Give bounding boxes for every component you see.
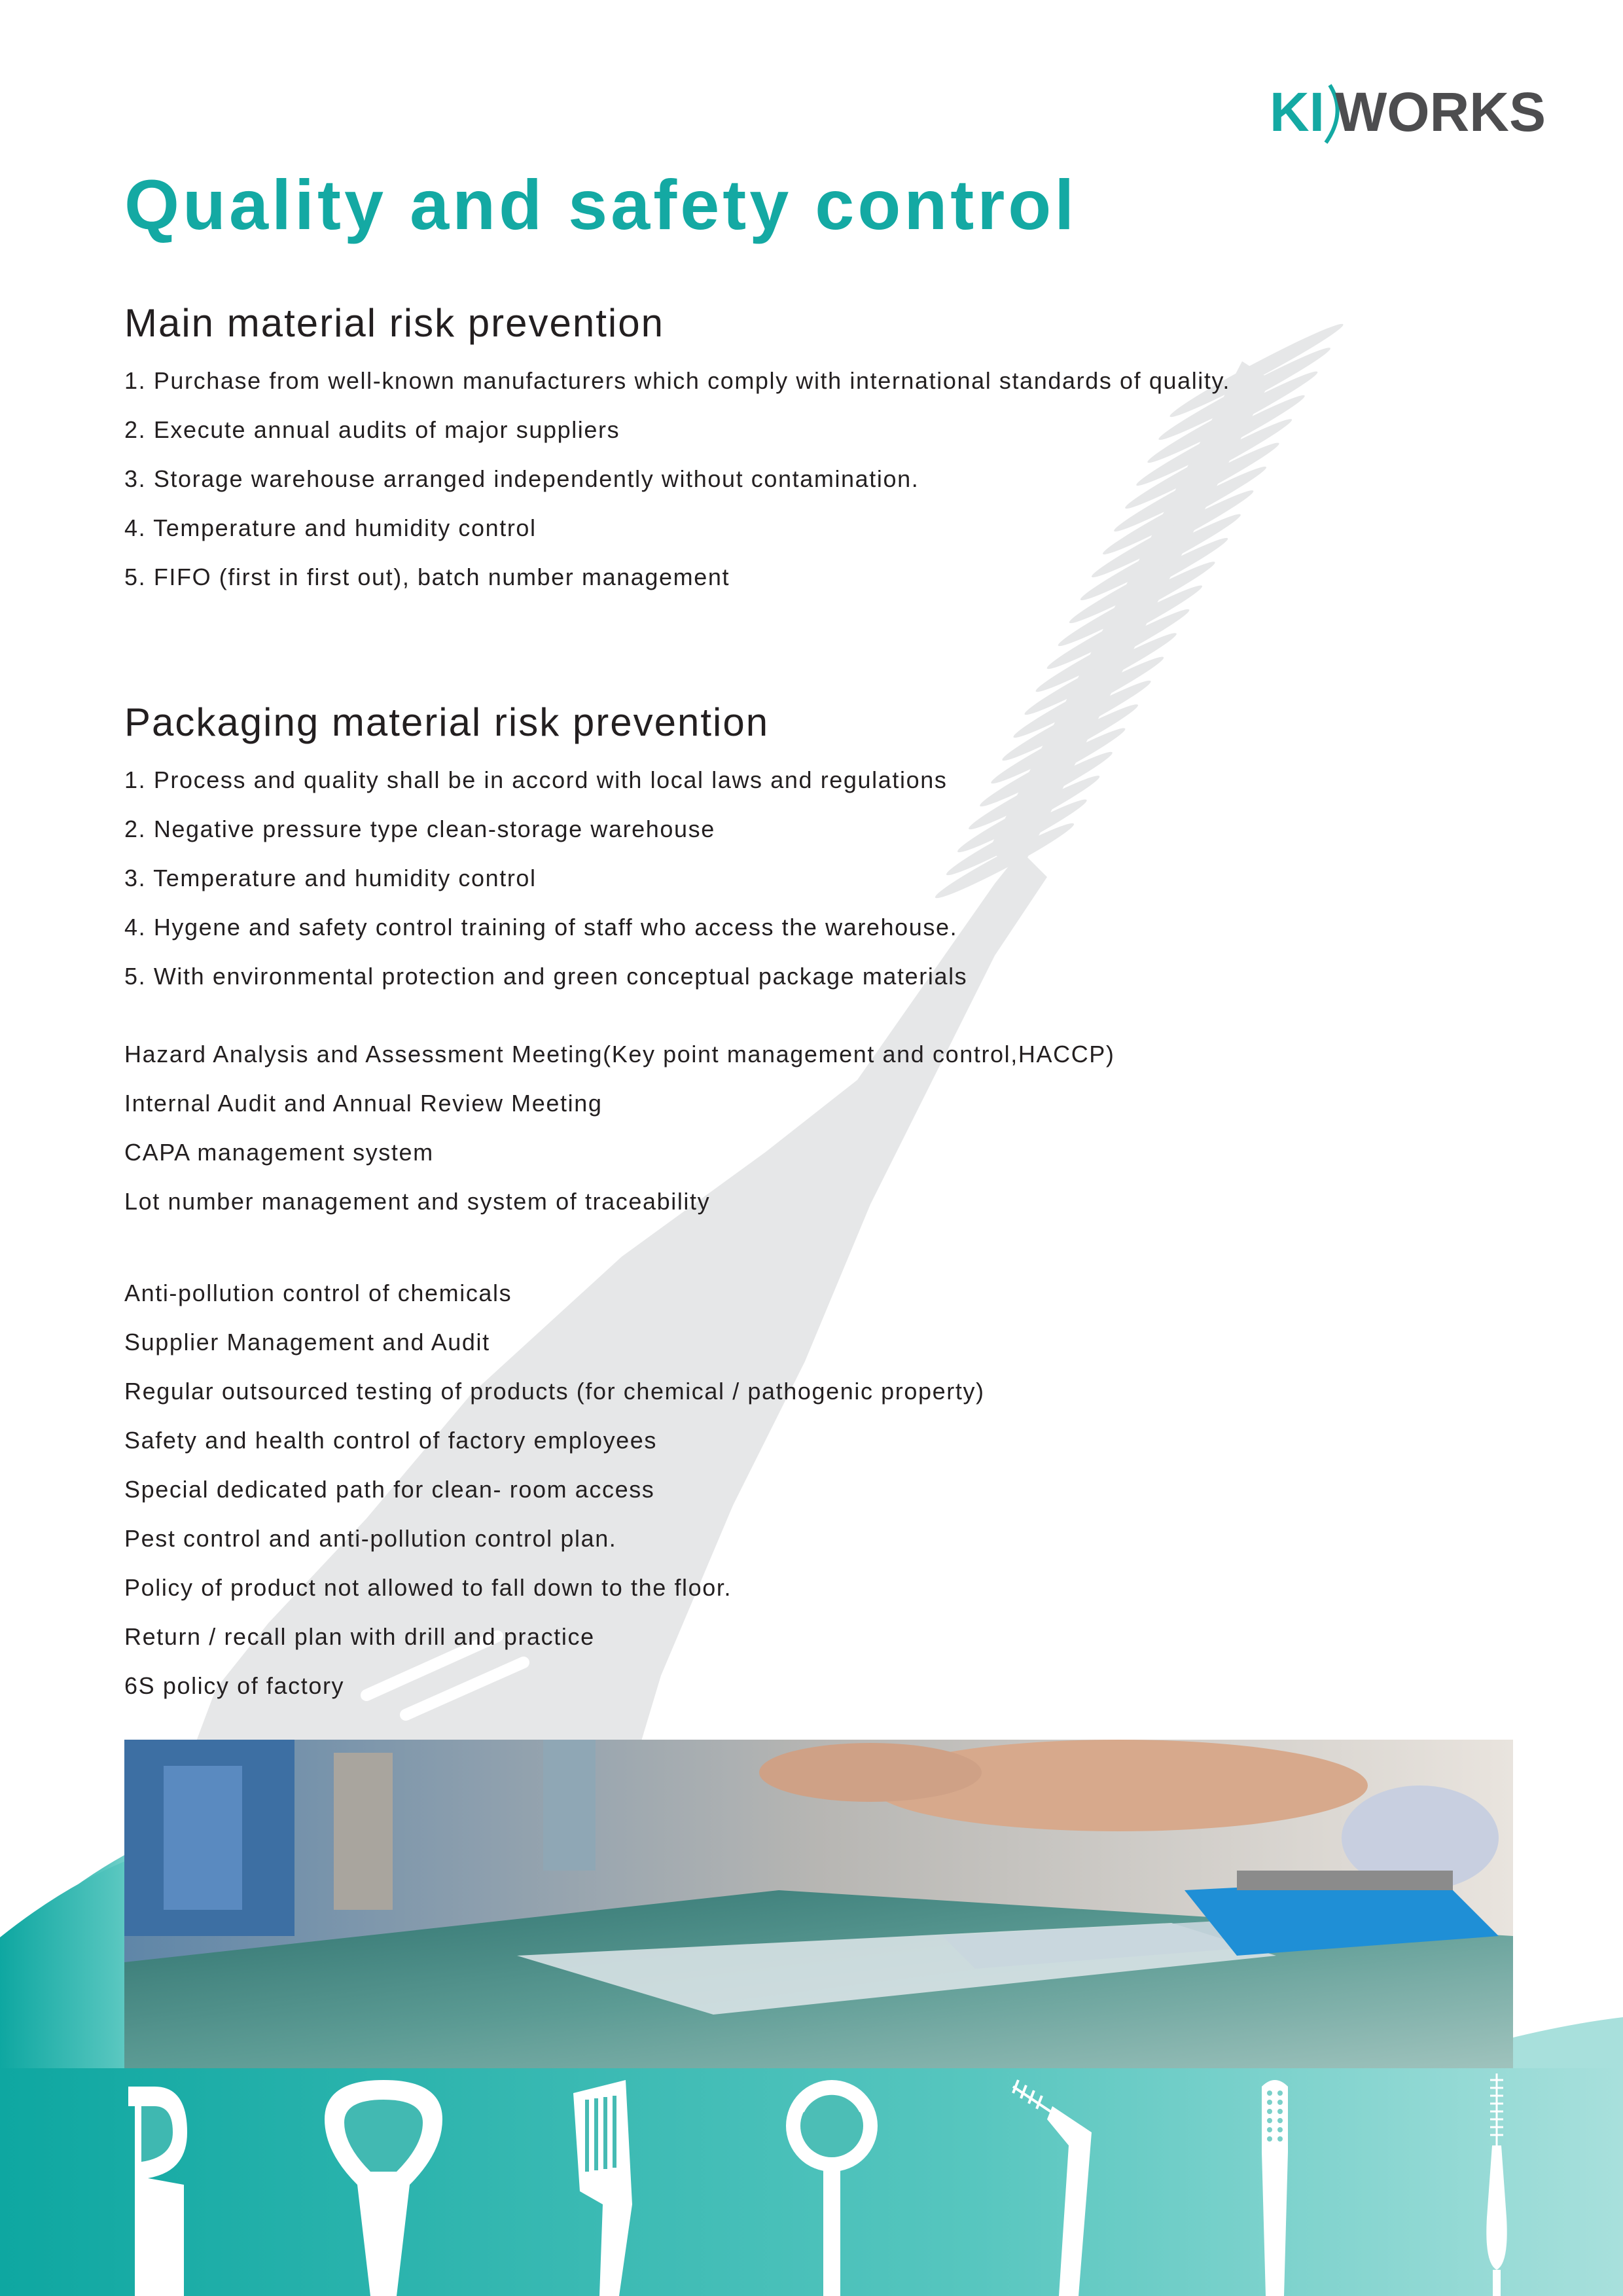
list-item: Anti-pollution control of chemicals <box>124 1280 512 1306</box>
toothbrush-icon <box>1255 2073 1294 2296</box>
factory-control-list <box>124 1268 985 1710</box>
management-section <box>124 1030 1115 1226</box>
list-item: Return / recall plan with drill and practice <box>124 1623 595 1650</box>
management-list <box>124 1030 1115 1226</box>
list-item: 1. Process and quality shall be in accord with local laws and regulations <box>124 766 948 793</box>
kiworks-logo-mark <box>1270 80 1546 145</box>
list-item: 4. Hygene and safety control training of staff who access the warehouse. <box>124 914 958 941</box>
page-title: Quality and safety control <box>124 165 1078 244</box>
tongue-cleaner-icon <box>318 2073 449 2296</box>
list-item: Safety and health control of factory employees <box>124 1427 658 1454</box>
svg-text:WORKS: WORKS <box>1335 81 1546 143</box>
floss-pick-icon <box>122 2080 200 2296</box>
list-item: 2. Negative pressure type clean-storage warehouse <box>124 816 715 842</box>
toothbrush-head-icon <box>567 2073 639 2296</box>
factory-control-section <box>124 1268 985 1710</box>
kiworks-logo <box>1270 80 1546 145</box>
list-item: 3. Temperature and humidity control <box>124 865 537 891</box>
list-item: 5. FIFO (first in first out), batch number management <box>124 564 730 590</box>
list-item: 3. Storage warehouse arranged independently without contamination. <box>124 465 919 492</box>
list-item: 1. Purchase from well-known manufacturers which comply with international standards of quality. <box>124 367 1231 394</box>
list-item: Supplier Management and Audit <box>124 1329 490 1355</box>
angled-interdental-brush-icon <box>1007 2073 1098 2296</box>
list-item: Pest control and anti-pollution control plan. <box>124 1525 617 1552</box>
packaging-material-heading: Packaging material risk prevention <box>124 700 770 744</box>
list-item: 5. With environmental protection and green conceptual package materials <box>124 963 968 990</box>
ring-tongue-cleaner-icon <box>783 2073 881 2296</box>
list-item: Lot number management and system of traceability <box>124 1188 711 1215</box>
list-item: 2. Execute annual audits of major suppliers <box>124 416 620 443</box>
list-item: CAPA management system <box>124 1139 434 1166</box>
footer-tools-strip <box>0 2068 1623 2296</box>
packaging-material-list <box>124 755 967 1001</box>
list-item: Policy of product not allowed to fall down to the floor. <box>124 1574 732 1601</box>
main-material-list <box>124 356 1230 601</box>
list-item: Internal Audit and Annual Review Meeting <box>124 1090 603 1117</box>
main-material-section <box>124 295 1230 601</box>
main-material-heading: Main material risk prevention <box>124 301 664 345</box>
list-item: Regular outsourced testing of products (for chemical / pathogenic property) <box>124 1378 985 1405</box>
factory-production-photo <box>124 1740 1513 2068</box>
svg-text:KI: KI <box>1270 81 1325 143</box>
list-item: 4. Temperature and humidity control <box>124 514 537 541</box>
list-item: Special dedicated path for clean- room access <box>124 1476 655 1503</box>
interdental-brush-icon <box>1480 2073 1513 2296</box>
list-item: 6S policy of factory <box>124 1672 345 1699</box>
list-item: Hazard Analysis and Assessment Meeting(Key point management and control,HACCP) <box>124 1041 1115 1067</box>
packaging-material-section <box>124 694 967 1001</box>
